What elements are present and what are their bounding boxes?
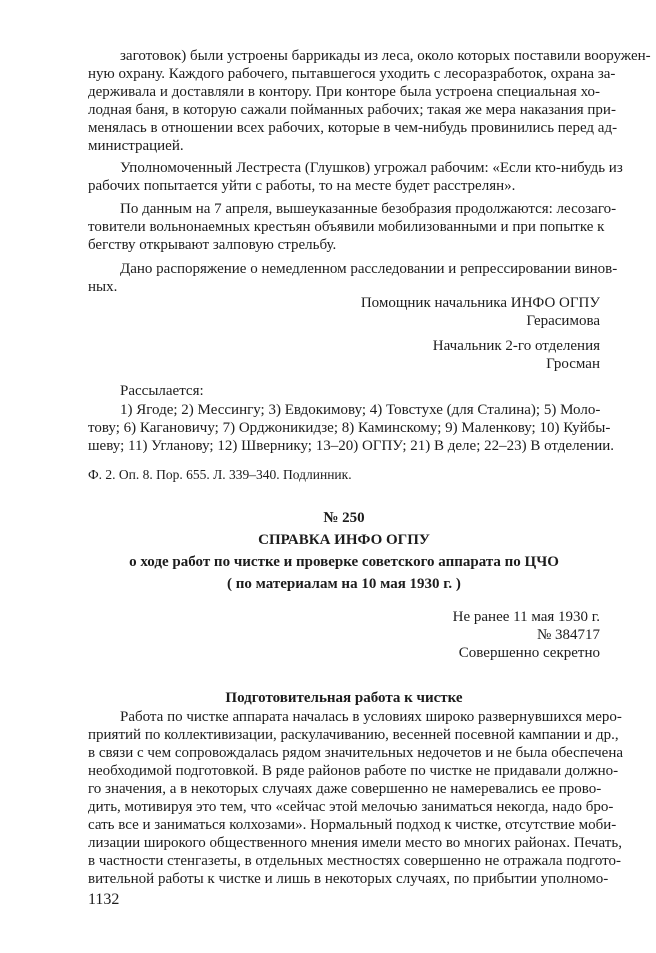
text-line: рабочих попытается уйти с работы, то на месте будет расстрелян».: [88, 178, 516, 194]
paragraph-preparation: [88, 708, 624, 888]
signature-grosman: [88, 337, 600, 373]
text-line: ных.: [88, 279, 118, 295]
document-heading: [88, 507, 600, 595]
text-line: министрацией.: [88, 138, 184, 154]
paragraph-order: [88, 260, 618, 296]
text-line: По данным на 7 апреля, вышеуказанные безобразия продолжаются: лесозаго-: [120, 201, 617, 217]
text-line: сать все и заниматься колхозами». Нормальный подход к чистке, отсутствие моби-: [88, 817, 617, 833]
text-line: тову; 6) Кагановичу; 7) Орджоникидзе; 8) Каминскому; 9) Маленкову; 10) Куйбы-: [88, 420, 611, 436]
text-line: Ф. 2. Оп. 8. Пор. 655. Л. 339–340. Подлинник.: [88, 467, 352, 482]
text-line: в частности стенгазеты, в отдельных местностях совершенно не отражала подгото-: [88, 853, 621, 869]
text-line: о ходе работ по чистке и проверке советского аппарата по ЦЧО: [129, 554, 559, 570]
text-line: товители вольнонаемных крестьян объявили мобилизованными и при попытке к: [88, 219, 605, 235]
text-line: необходимой подготовкой. В ряде районов работе по чистке не придавали должно-: [88, 763, 619, 779]
distribution-list: [88, 401, 615, 455]
signature-gerasimova: [88, 294, 600, 330]
document-meta: [88, 608, 600, 662]
text-line: в связи с чем сопровождалась рядом значительных недочетов и не была обеспечена: [88, 745, 624, 761]
text-line: Уполномоченный Лестреста (Глушков) угрожал рабочим: «Если кто-нибудь из: [120, 160, 623, 176]
text-line: Подготовительная работа к чистке: [225, 690, 463, 706]
text-line: шеву; 11) Угланову; 12) Швернику; 13–20) ОГПУ; 21) В деле; 22–23) В отделении.: [88, 438, 615, 454]
text-line: бегству открывают залповую стрельбу.: [88, 237, 337, 253]
text-line: Помощник начальника ИНФО ОГПУ: [360, 295, 600, 311]
text-line: Гросман: [546, 356, 600, 372]
text-line: дить, мотивируя это тем, что «сейчас этой мелочью заниматься некогда, надо бро-: [88, 799, 614, 815]
paragraph-barricades: [88, 47, 651, 155]
text-line: менялась в отношении всех рабочих, которые в чем-нибудь провинились перед ад-: [88, 120, 618, 136]
text-line: держивала и доставляли в контору. При конторе была устроена специальная хо-: [88, 84, 600, 100]
text-line: Дано распоряжение о немедленном расследовании и репрессировании винов-: [120, 261, 618, 277]
text-line: Работа по чистке аппарата началась в условиях широко развернувшихся меро-: [120, 709, 622, 725]
text-line: Герасимова: [526, 313, 600, 329]
text-line: Не ранее 11 мая 1930 г.: [452, 609, 600, 625]
section-title: [88, 689, 600, 707]
text-line: 1) Ягоде; 2) Мессингу; 3) Евдокимову; 4) Товстухе (для Сталина); 5) Моло-: [120, 402, 601, 418]
paragraph-threat: [88, 159, 623, 195]
text-line: лодная баня, в которую сажали пойманных рабочих; такая же мера наказания при-: [88, 102, 616, 118]
text-line: ную охрану. Каждого рабочего, пытавшегося уходить с лесоразработок, охрана за-: [88, 66, 616, 82]
text-line: го значения, а в некоторых случаях даже совершенно не намеревались ее прово-: [88, 781, 602, 797]
text-line: заготовок) были устроены баррикады из леса, около которых поставили вооружен-: [120, 48, 651, 64]
archive-source: [88, 466, 600, 484]
text-line: 1132: [88, 891, 120, 908]
text-line: Совершенно секретно: [458, 645, 600, 661]
text-line: лизации широкого общественного мнения имели место во многих районах. Печать,: [88, 835, 622, 851]
text-line: ( по материалам на 10 мая 1930 г. ): [227, 576, 461, 592]
paragraph-april-7: [88, 200, 617, 254]
text-line: вительной работы к чистке и лишь в некоторых случаях, по прибытии уполномо-: [88, 871, 609, 887]
text-line: № 250: [323, 510, 365, 526]
text-line: Рассылается:: [120, 383, 204, 399]
text-line: № 384717: [536, 627, 600, 643]
text-line: Начальник 2-го отделения: [432, 338, 600, 354]
text-line: СПРАВКА ИНФО ОГПУ: [258, 532, 430, 548]
text-line: приятий по коллективизации, раскулачиванию, весенней посевной кампании и др.,: [88, 727, 619, 743]
page-number: [88, 891, 600, 909]
distribution-label: [88, 382, 600, 400]
